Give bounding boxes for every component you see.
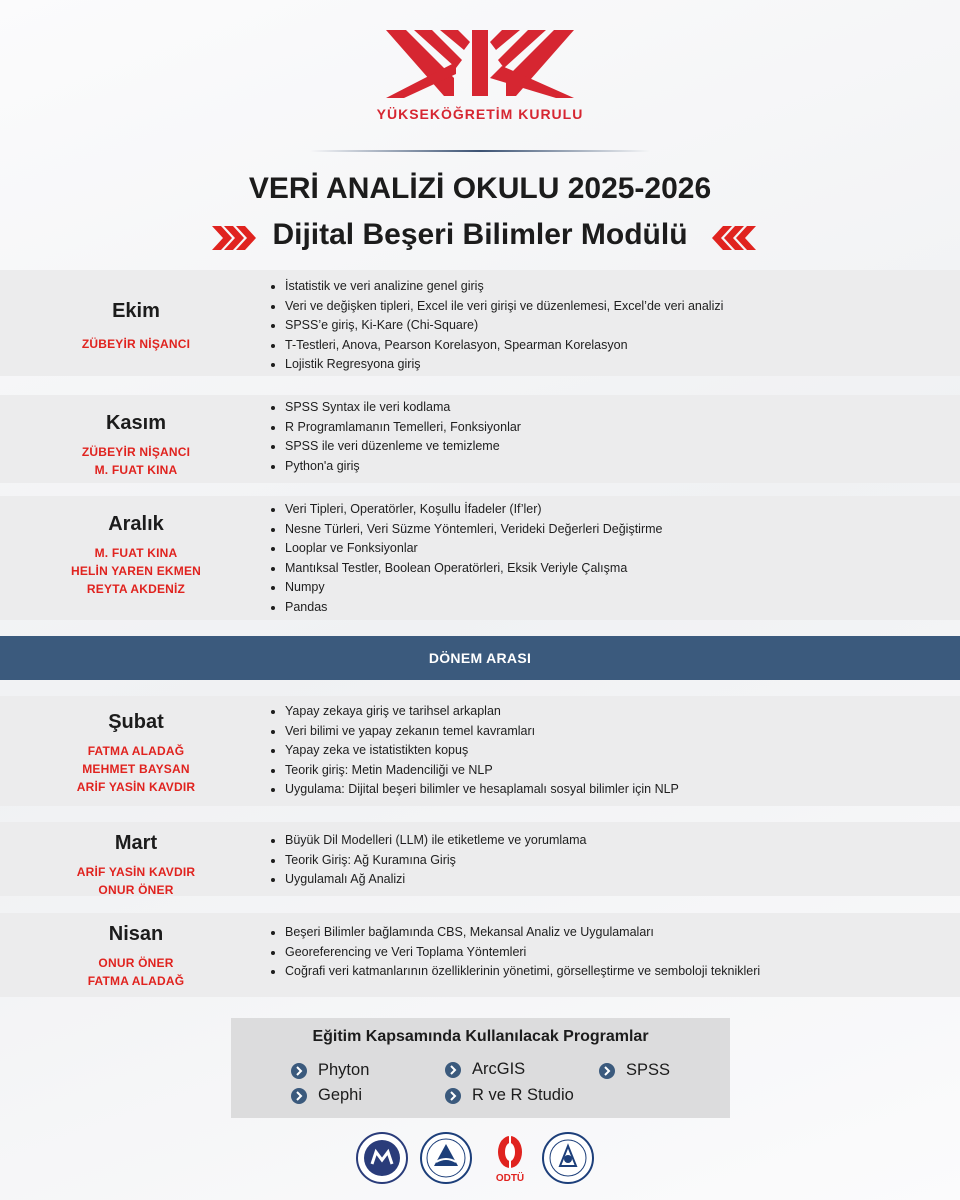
- instructor: M. FUAT KINA: [94, 546, 178, 560]
- list-item: Veri Tipleri, Operatörler, Koşullu İfadeler (If’ler): [270, 500, 662, 520]
- month-name: Nisan: [108, 923, 164, 945]
- instructor: FATMA ALADAĞ: [87, 974, 185, 988]
- month-header: [0, 395, 272, 483]
- yildiz-technical-university-logo: [542, 1132, 594, 1184]
- list-item: Pandas: [270, 598, 662, 618]
- month-row-mart: [0, 822, 960, 896]
- month-name: Ekim: [112, 300, 160, 322]
- list-item: Yapay zekaya giriş ve tarihsel arkaplan: [270, 702, 679, 722]
- month-name: Kasım: [105, 412, 167, 434]
- list-item: Uygulama: Dijital beşeri bilimler ve hesaplamalı sosyal bilimler için NLP: [270, 780, 679, 800]
- month-name: Mart: [114, 832, 158, 854]
- list-item: T-Testleri, Anova, Pearson Korelasyon, Spearman Korelasyon: [270, 336, 723, 356]
- month-row-aralik: [0, 496, 960, 620]
- topic-list: [270, 923, 760, 982]
- bogazici-university-logo: [420, 1132, 472, 1184]
- chevron-right-icon: [599, 1063, 615, 1079]
- instructor: ZÜBEYİR NİŞANCI: [81, 337, 191, 351]
- list-item: Georeferencing ve Veri Toplama Yöntemleri: [270, 943, 760, 963]
- list-item: Looplar ve Fonksiyonlar: [270, 539, 662, 559]
- list-item: Beşeri Bilimler bağlamında CBS, Mekansal Analiz ve Uygulamaları: [270, 923, 760, 943]
- logo-text: YÜKSEKÖĞRETİM KURULU: [376, 106, 584, 122]
- program-label: SPSS: [626, 1061, 671, 1079]
- instructor: REYTA AKDENİZ: [86, 582, 186, 596]
- instructor: ONUR ÖNER: [98, 956, 174, 970]
- month-name: Şubat: [108, 711, 164, 733]
- instructor: ARİF YASİN KAVDIR: [76, 865, 196, 879]
- list-item: Uygulamalı Ağ Analizi: [270, 870, 587, 890]
- month-header: [0, 270, 272, 376]
- topic-list: [270, 398, 521, 476]
- odtu-text: ODTÜ: [495, 1173, 525, 1184]
- month-header: [0, 496, 272, 620]
- list-item: Veri bilimi ve yapay zekanın temel kavramları: [270, 722, 679, 742]
- topic-list: [270, 500, 662, 618]
- list-item: R Programlamanın Temelleri, Fonksiyonlar: [270, 418, 521, 438]
- list-item: Mantıksal Testler, Boolean Operatörleri, Eksik Veriyle Çalışma: [270, 559, 662, 579]
- term-break-banner: DÖNEM ARASI: [0, 636, 960, 680]
- program-label: R ve R Studio: [472, 1086, 574, 1104]
- list-item: Veri ve değişken tipleri, Excel ile veri girişi ve düzenlemesi, Excel’de veri analizi: [270, 297, 723, 317]
- list-item: Yapay zeka ve istatistikten kopuş: [270, 741, 679, 761]
- chevron-right-icon: [291, 1088, 307, 1104]
- chevron-right-icon: [445, 1088, 461, 1104]
- chevron-right-icon: [291, 1063, 307, 1079]
- topic-list: [270, 831, 587, 890]
- programs-title: Eğitim Kapsamında Kullanılacak Programlar: [312, 1028, 649, 1045]
- month-name: Aralık: [108, 513, 164, 535]
- topic-list: [270, 702, 679, 800]
- month-row-ekim: [0, 270, 960, 376]
- instructor: FATMA ALADAĞ: [87, 744, 185, 758]
- list-item: Numpy: [270, 578, 662, 598]
- list-item: Coğrafi veri katmanlarının özelliklerinin yönetimi, görselleştirme ve semboloji teknikleri: [270, 962, 760, 982]
- month-row-subat: [0, 696, 960, 806]
- marmara-university-logo: [356, 1132, 408, 1184]
- program-label: Phyton: [318, 1061, 370, 1079]
- instructor: ZÜBEYİR NİŞANCI: [81, 445, 191, 459]
- month-header: [0, 913, 272, 997]
- divider: [310, 150, 650, 152]
- instructor: ONUR ÖNER: [98, 883, 174, 897]
- page-title: VERİ ANALİZİ OKULU 2025-2026: [248, 172, 712, 205]
- list-item: Büyük Dil Modelleri (LLM) ile etiketleme ve yorumlama: [270, 831, 587, 851]
- instructor: HELİN YAREN EKMEN: [70, 564, 202, 578]
- month-row-kasim: [0, 395, 960, 483]
- list-item: Teorik giriş: Metin Madenciliği ve NLP: [270, 761, 679, 781]
- list-item: Nesne Türleri, Veri Süzme Yöntemleri, Verideki Değerleri Değiştirme: [270, 520, 662, 540]
- page-subtitle: Dijital Beşeri Bilimler Modülü: [272, 218, 688, 251]
- instructor: MEHMET BAYSAN: [82, 762, 190, 776]
- chevron-left-decoration-icon: [712, 224, 756, 252]
- instructor: ARİF YASİN KAVDIR: [76, 780, 196, 794]
- program-label: Gephi: [318, 1086, 363, 1104]
- month-header: [0, 696, 272, 806]
- programs-box: [231, 1018, 730, 1118]
- month-header: [0, 822, 272, 896]
- list-item: Python'a giriş: [270, 457, 521, 477]
- list-item: Lojistik Regresyona giriş: [270, 355, 723, 375]
- chevron-right-icon: [445, 1062, 461, 1078]
- odtu-logo: [484, 1132, 536, 1184]
- list-item: İstatistik ve veri analizine genel giriş: [270, 277, 723, 297]
- instructor: M. FUAT KINA: [94, 463, 178, 477]
- chevron-right-decoration-icon: [212, 224, 256, 252]
- list-item: SPSS’e giriş, Ki-Kare (Chi-Square): [270, 316, 723, 336]
- list-item: SPSS Syntax ile veri kodlama: [270, 398, 521, 418]
- month-row-nisan: [0, 913, 960, 997]
- list-item: Teorik Giriş: Ağ Kuramına Giriş: [270, 851, 587, 871]
- list-item: SPSS ile veri düzenleme ve temizleme: [270, 437, 521, 457]
- topic-list: [270, 277, 723, 375]
- program-label: ArcGIS: [472, 1060, 526, 1078]
